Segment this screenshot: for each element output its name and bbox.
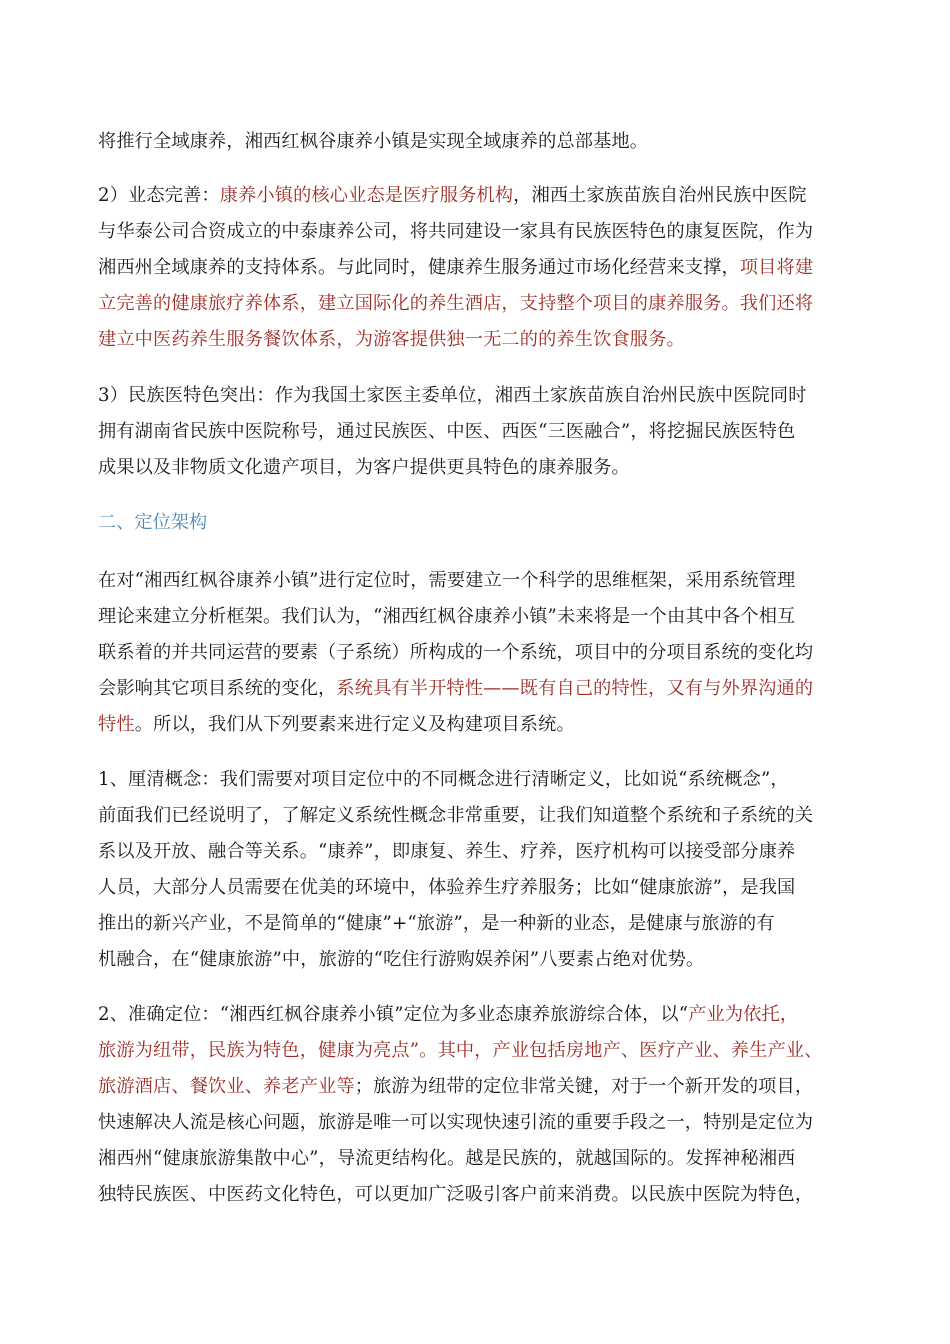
text-line: 湘西州“健康旅游集散中心”，导流更结构化。越是民族的，就越国际的。发挥神秘湘西 [98, 1148, 796, 1169]
text-line: 理论来建立分析框架。我们认为，“湘西红枫谷康养小镇”未来将是一个由其中各个相互 [98, 606, 796, 627]
text-line: 3）民族医特色突出：作为我国土家医主委单位，湘西土家族苗族自治州民族中医院同时 [98, 385, 807, 406]
highlighted-text-line: 建立中医药养生服务餐饮体系，为游客提供独一无二的的养生饮食服务。 [98, 329, 685, 350]
paragraph-business-format [98, 178, 868, 358]
highlighted-text: 项目将建 [739, 257, 814, 278]
paragraph-accurate-positioning [98, 997, 868, 1213]
text-run: 会影响其它项目系统的变化， [98, 678, 337, 699]
paragraph-positioning-framework [98, 563, 868, 743]
text-line: 前面我们已经说明了，了解定义系统性概念非常重要，让我们知道整个系统和子系统的关 [98, 805, 814, 826]
text-line: 系以及开放、融合等关系。“康养”，即康复、养生、疗养，医疗机构可以接受部分康养 [98, 841, 796, 862]
text-line [98, 1069, 868, 1105]
paragraph-intro-continuation [98, 124, 868, 160]
text-line [98, 707, 868, 743]
text-run: 。所以，我们从下列要素来进行定义及构建项目系统。 [134, 714, 575, 735]
text-line: 推出的新兴产业，不是简单的“健康”+“旅游”，是一种新的业态，是健康与旅游的有 [98, 913, 775, 934]
section-heading [98, 505, 868, 541]
text-run: 2、准确定位：“湘西红枫谷康养小镇”定位为多业态康养旅游综合体，以“ [98, 1004, 689, 1025]
highlighted-text: 产业为依托， [688, 1004, 799, 1025]
text-line: 在对“湘西红枫谷康养小镇”进行定位时，需要建立一个科学的思维框架，采用系统管理 [98, 570, 796, 591]
text-line [98, 671, 868, 707]
text-line: 独特民族医、中医药文化特色，可以更加广泛吸引客户前来消费。以民族中医院为特色， [98, 1184, 814, 1205]
text-line: 1、厘清概念：我们需要对项目定位中的不同概念进行清晰定义，比如说“系统概念”， [98, 769, 789, 790]
text-line: 人员，大部分人员需要在优美的环境中，体验养生疗养服务；比如“健康旅游”，是我国 [98, 877, 796, 898]
highlighted-text: 旅游酒店、餐饮业、养老产业等 [98, 1076, 355, 1097]
text-line: 机融合，在“健康旅游”中，旅游的“吃住行游购娱养闲”八要素占绝对优势。 [98, 949, 705, 970]
text-line: 联系着的并共同运营的要素（子系统）所构成的一个系统，项目中的分项目系统的变化均 [98, 642, 814, 663]
text-line: 快速解决人流是核心问题，旅游是唯一可以实现快速引流的重要手段之一，特别是定位为 [98, 1112, 814, 1133]
text-run: 湘西州全域康养的支持体系。与此同时，健康养生服务通过市场化经营来支撑， [98, 257, 740, 278]
section-title: 二、定位架构 [98, 512, 208, 533]
highlighted-text-line: 旅游为纽带，民族为特色，健康为亮点”。其中，产业包括房地产、医疗产业、养生产业、 [98, 1040, 823, 1061]
text-line: 拥有湖南省民族中医院称号，通过民族医、中医、西医“三医融合”，将挖掘民族医特色 [98, 421, 796, 442]
text-line: 与华泰公司合资成立的中泰康养公司，将共同建设一家具有民族医特色的康复医院，作为 [98, 221, 814, 242]
text-run: ；旅游为纽带的定位非常关键，对于一个新开发的项目， [354, 1076, 814, 1097]
highlighted-text: 特性 [98, 714, 135, 735]
text-line: 将推行全域康养，湘西红枫谷康养小镇是实现全域康养的总部基地。 [98, 131, 649, 152]
text-run: ，湘西土家族苗族自治州民族中医院 [513, 185, 807, 206]
highlighted-text: 系统具有半开特性——既有自己的特性，又有与外界沟通的 [336, 678, 814, 699]
paragraph-clarify-concepts [98, 762, 868, 978]
text-line [98, 997, 868, 1033]
text-line [98, 250, 868, 286]
text-line: 成果以及非物质文化遗产项目，为客户提供更具特色的康养服务。 [98, 457, 630, 478]
text-run: 2）业态完善： [98, 185, 220, 206]
highlighted-text: 康养小镇的核心业态是医疗服务机构 [219, 185, 514, 206]
text-line [98, 178, 868, 214]
highlighted-text-line: 立完善的健康旅疗养体系，建立国际化的养生酒店，支持整个项目的康养服务。我们还将 [98, 293, 814, 314]
paragraph-ethnic-medicine [98, 378, 868, 486]
